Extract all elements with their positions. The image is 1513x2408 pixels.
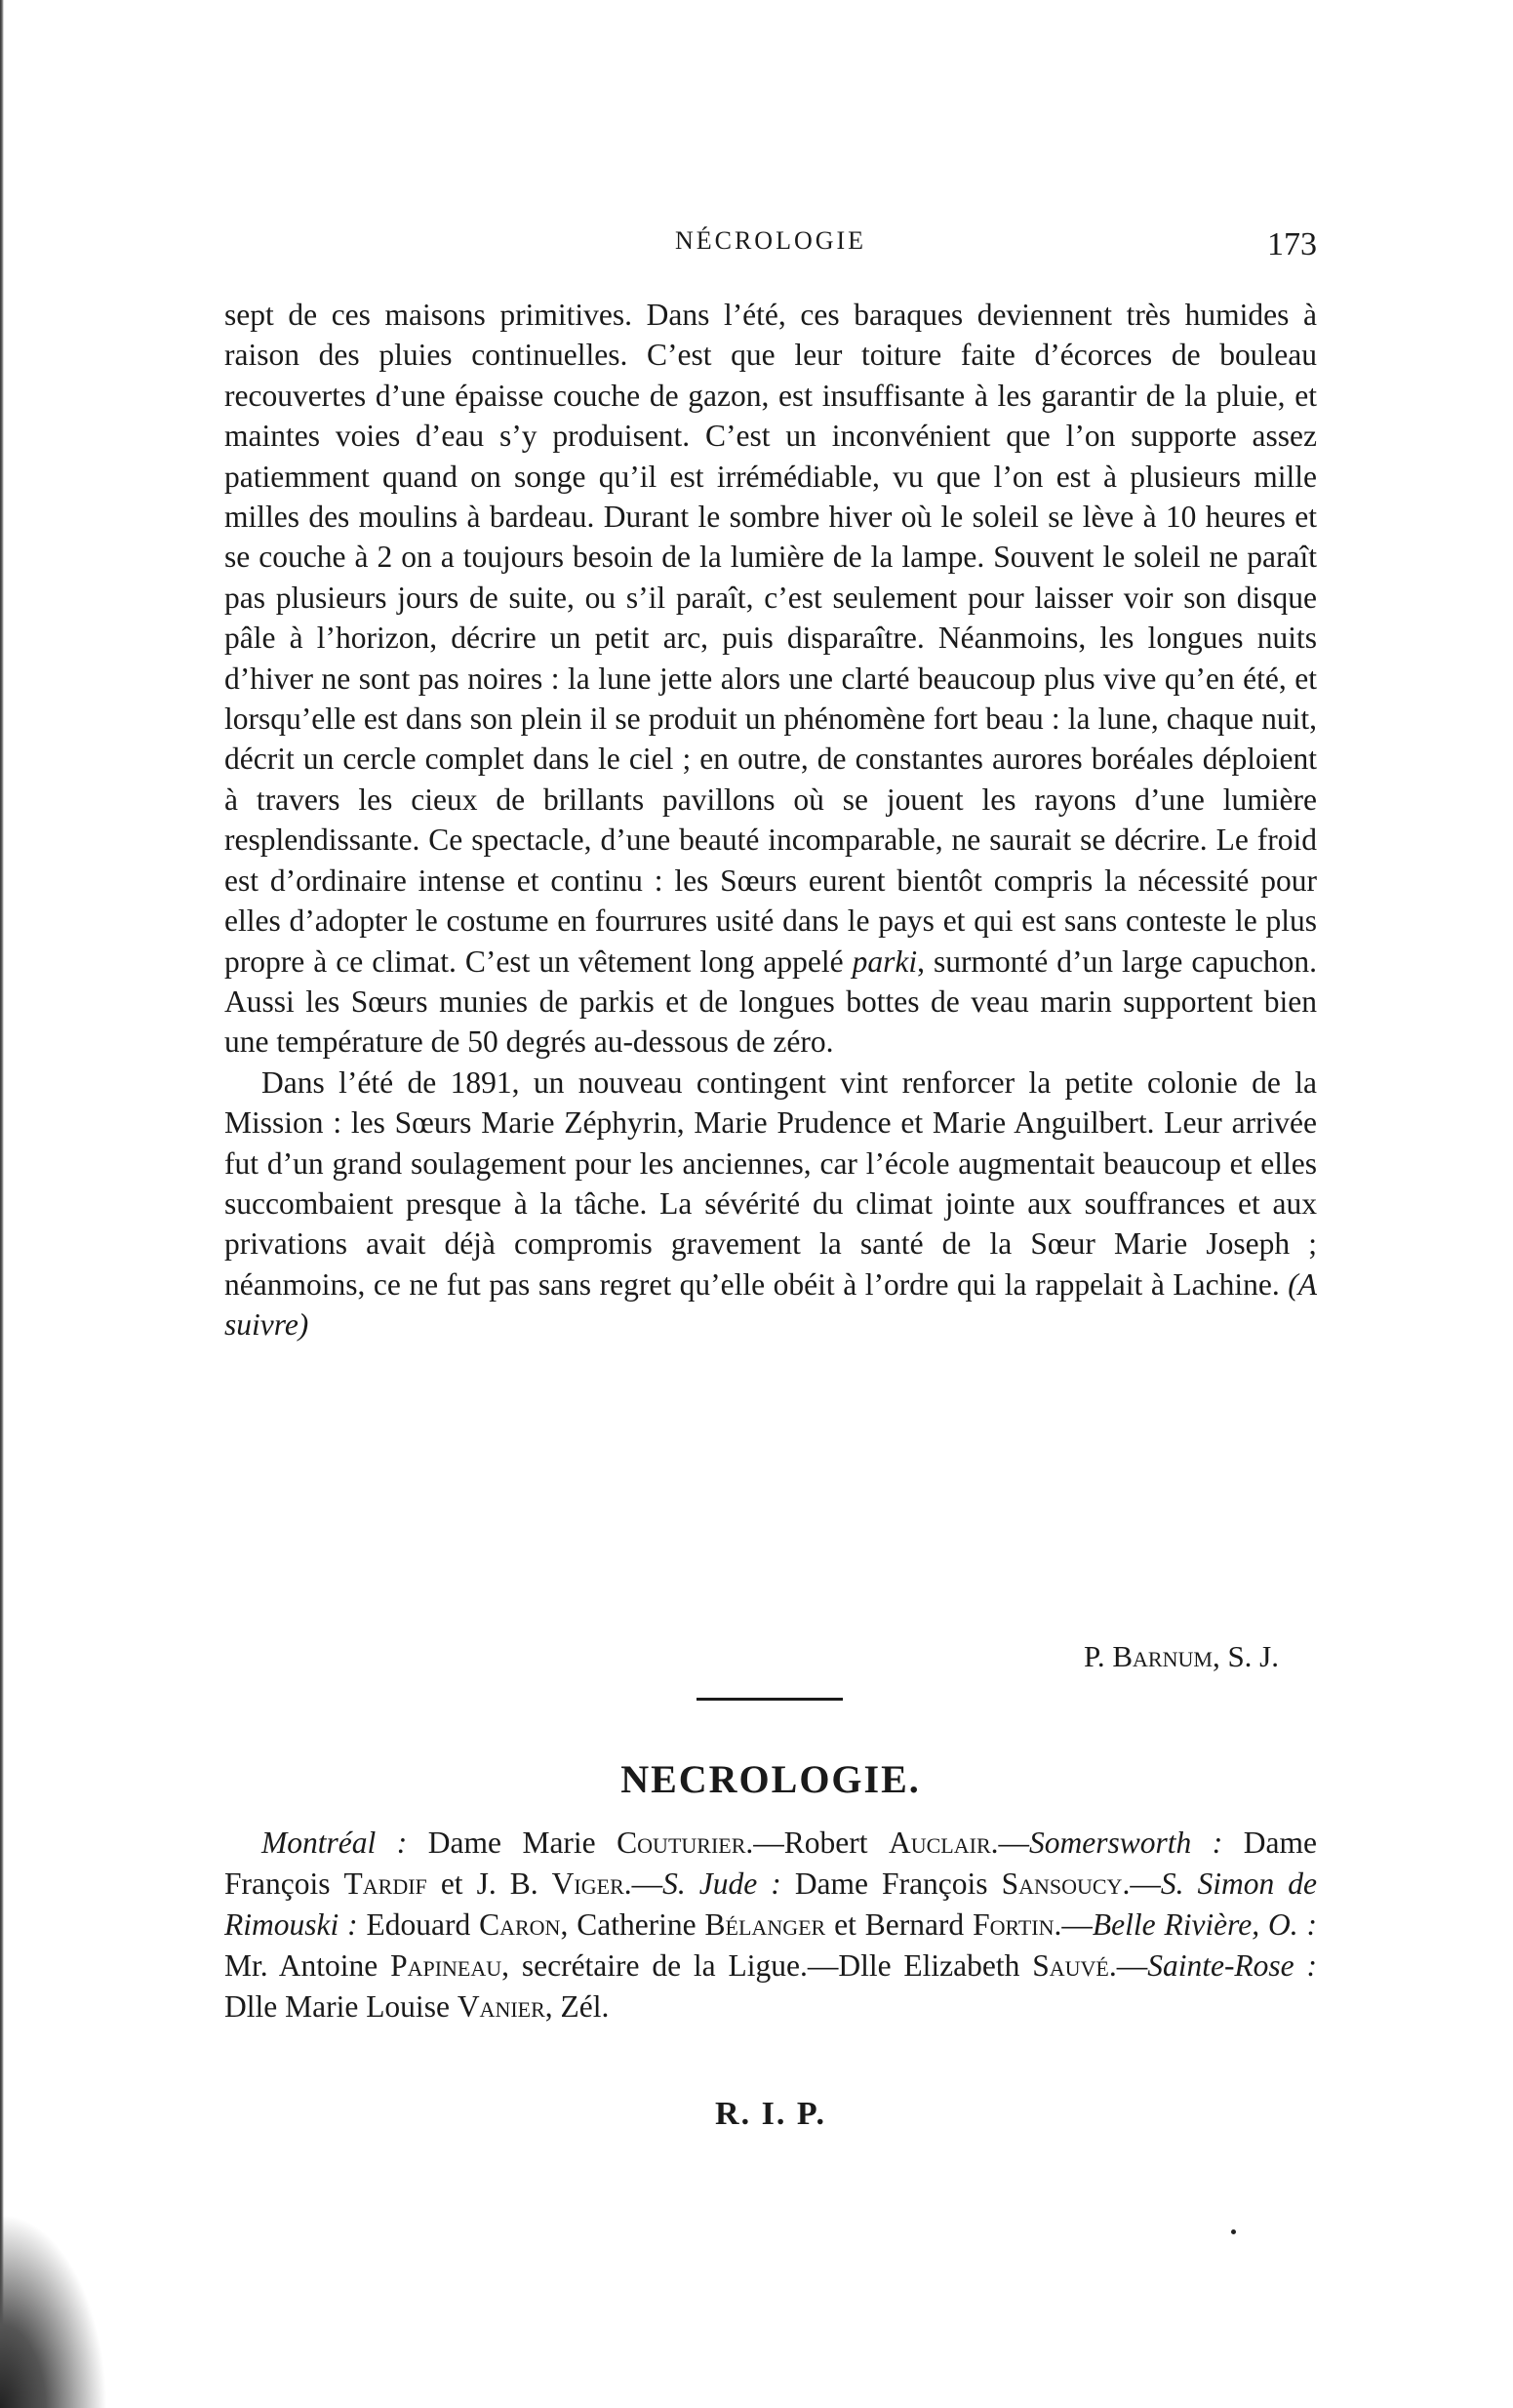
author-signature bbox=[1084, 1639, 1279, 1674]
continuation-note: (A suivre) bbox=[224, 1266, 1317, 1343]
surname: Viger bbox=[551, 1866, 624, 1901]
page-number: 173 bbox=[1267, 226, 1317, 262]
binding-shadow bbox=[0, 2213, 107, 2408]
surname: Couturier bbox=[617, 1826, 746, 1860]
entry-text: Dame François bbox=[224, 1826, 1317, 1901]
entry-text: Dlle Marie Louise bbox=[224, 1989, 458, 2024]
surname: Bélanger bbox=[704, 1907, 826, 1942]
article-body bbox=[224, 295, 1317, 1345]
surname: Sansoucy bbox=[1001, 1866, 1123, 1901]
surname: Fortin bbox=[973, 1907, 1055, 1942]
place-name: Belle Rivière, O. : bbox=[1092, 1907, 1317, 1942]
place-name: Somersworth : bbox=[1029, 1826, 1223, 1860]
entry-text: , secrétaire de la Ligue.—Dlle Elizabeth bbox=[501, 1948, 1033, 1983]
section-divider bbox=[697, 1698, 843, 1701]
article-text: , surmonté d’un large capuchon. Aussi les Sœurs munies de parkis et de longues bottes de veau marin supportent bien une température de 50 degrés au-dessous de zéro. bbox=[224, 943, 1317, 1060]
entry-text: Dame Marie bbox=[407, 1826, 617, 1860]
article-text: Dans l’été de 1891, un nouveau contingent vint renforcer la petite colonie de la Mission : les Sœurs Marie Zéphyrin, Marie Prudence et Marie Anguilbert. Leur arrivée fut d’un grand soulagement pour les anciennes, car l’école augmentait beaucoup et elles succombaient presque à la tâche. La sévérité du climat jointe aux souffrances et aux privations avait déjà compromis gravement la santé de la Sœur Marie Joseph ; néanmoins, ce ne fut pas sans regret qu’elle obéit à l’ordre qui la rappelait à Lachine. bbox=[224, 1064, 1317, 1302]
running-title: NÉCROLOGIE bbox=[674, 226, 867, 255]
signature-name: Barnum bbox=[1112, 1639, 1213, 1673]
entry-text: .— bbox=[1108, 1948, 1148, 1983]
surname: Sauvé bbox=[1032, 1948, 1109, 1983]
running-head bbox=[224, 226, 1317, 265]
entry-text: , Zél. bbox=[544, 1989, 610, 2024]
entry-text: .— bbox=[1054, 1907, 1093, 1942]
ink-speck bbox=[1231, 2229, 1236, 2234]
rip-closing: R. I. P. bbox=[715, 2096, 826, 2132]
entry-text: et Bernard bbox=[825, 1907, 974, 1942]
entry-text: Dame François bbox=[780, 1866, 1002, 1901]
entry-text: .— bbox=[623, 1866, 663, 1901]
entry-text: .— bbox=[1122, 1866, 1161, 1901]
surname: Caron bbox=[479, 1907, 561, 1942]
signature-initial: P. bbox=[1084, 1639, 1113, 1673]
article-paragraph bbox=[224, 295, 1317, 1063]
surname: Tardif bbox=[343, 1866, 427, 1901]
obituary-list bbox=[224, 1823, 1317, 2027]
entry-text: .—Robert bbox=[745, 1826, 889, 1860]
article-paragraph bbox=[224, 1063, 1317, 1345]
entry-text: et J. B. bbox=[426, 1866, 552, 1901]
article-text: sept de ces maisons primitives. Dans l’été, ces baraques deviennent très humides à raison des pluies continuelles. C’est que leur toiture faite d’écorces de bouleau recouvertes d’une épaisse couche de gazon, est insuffisante à les garantir de la pluie, et maintes voies d’eau s’y produisent. C’est un inconvénient que l’on supporte assez patiemment quand on songe qu’il est irrémédiable, vu que l’on est à plusieurs mille milles des moulins à bardeau. Durant le sombre hiver où le soleil se lève à 10 heures et se couche à 2 on a toujours besoin de la lumière de la lampe. Souvent le soleil ne paraît pas plusieurs jours de suite, ou s’il paraît, c’est seulement pour laisser voir son disque pâle à l’horizon, décrire un petit arc, puis disparaître. Néanmoins, les longues nuits d’hiver ne sont pas noires : la lune jette alors une clarté beaucoup plus vive qu’en été, et lorsqu’elle est dans son plein il se produit un phénomène fort beau : la lune, chaque nuit, décrit un cercle complet dans le ciel ; en outre, de constantes aurores boréales déploient à travers les cieux de brillants pavillons où se jouent les rayons d’une lumière resplendissante. Ce spectacle, d’une beauté incomparable, ne saurait se décrire. Le froid est d’ordinaire intense et continu : les Sœurs eurent bientôt compris la nécessité pour elles d’adopter le costume en fourrures usité dans le pays et qui est sans conteste le plus propre à ce climat. C’est un vêtement long appelé bbox=[224, 298, 1317, 979]
section-title: NECROLOGIE. bbox=[620, 1757, 921, 1801]
signature-suffix: , S. J. bbox=[1212, 1639, 1279, 1673]
entry-text: .— bbox=[990, 1826, 1030, 1860]
surname: Auclair bbox=[889, 1826, 991, 1860]
place-name: Montréal : bbox=[261, 1826, 408, 1860]
page-binding-edge bbox=[0, 0, 4, 2408]
entry-text: Edouard bbox=[357, 1907, 480, 1942]
place-name: Sainte-Rose : bbox=[1147, 1948, 1317, 1983]
surname: Vanier bbox=[457, 1989, 545, 2024]
surname: Papineau bbox=[390, 1948, 502, 1983]
italic-term: parki bbox=[852, 943, 918, 979]
place-name: S. Jude : bbox=[662, 1866, 781, 1901]
entry-text: Mr. Antoine bbox=[224, 1948, 391, 1983]
entry-text: , Catherine bbox=[560, 1907, 705, 1942]
place-name: S. Simon de Rimouski : bbox=[224, 1866, 1317, 1942]
